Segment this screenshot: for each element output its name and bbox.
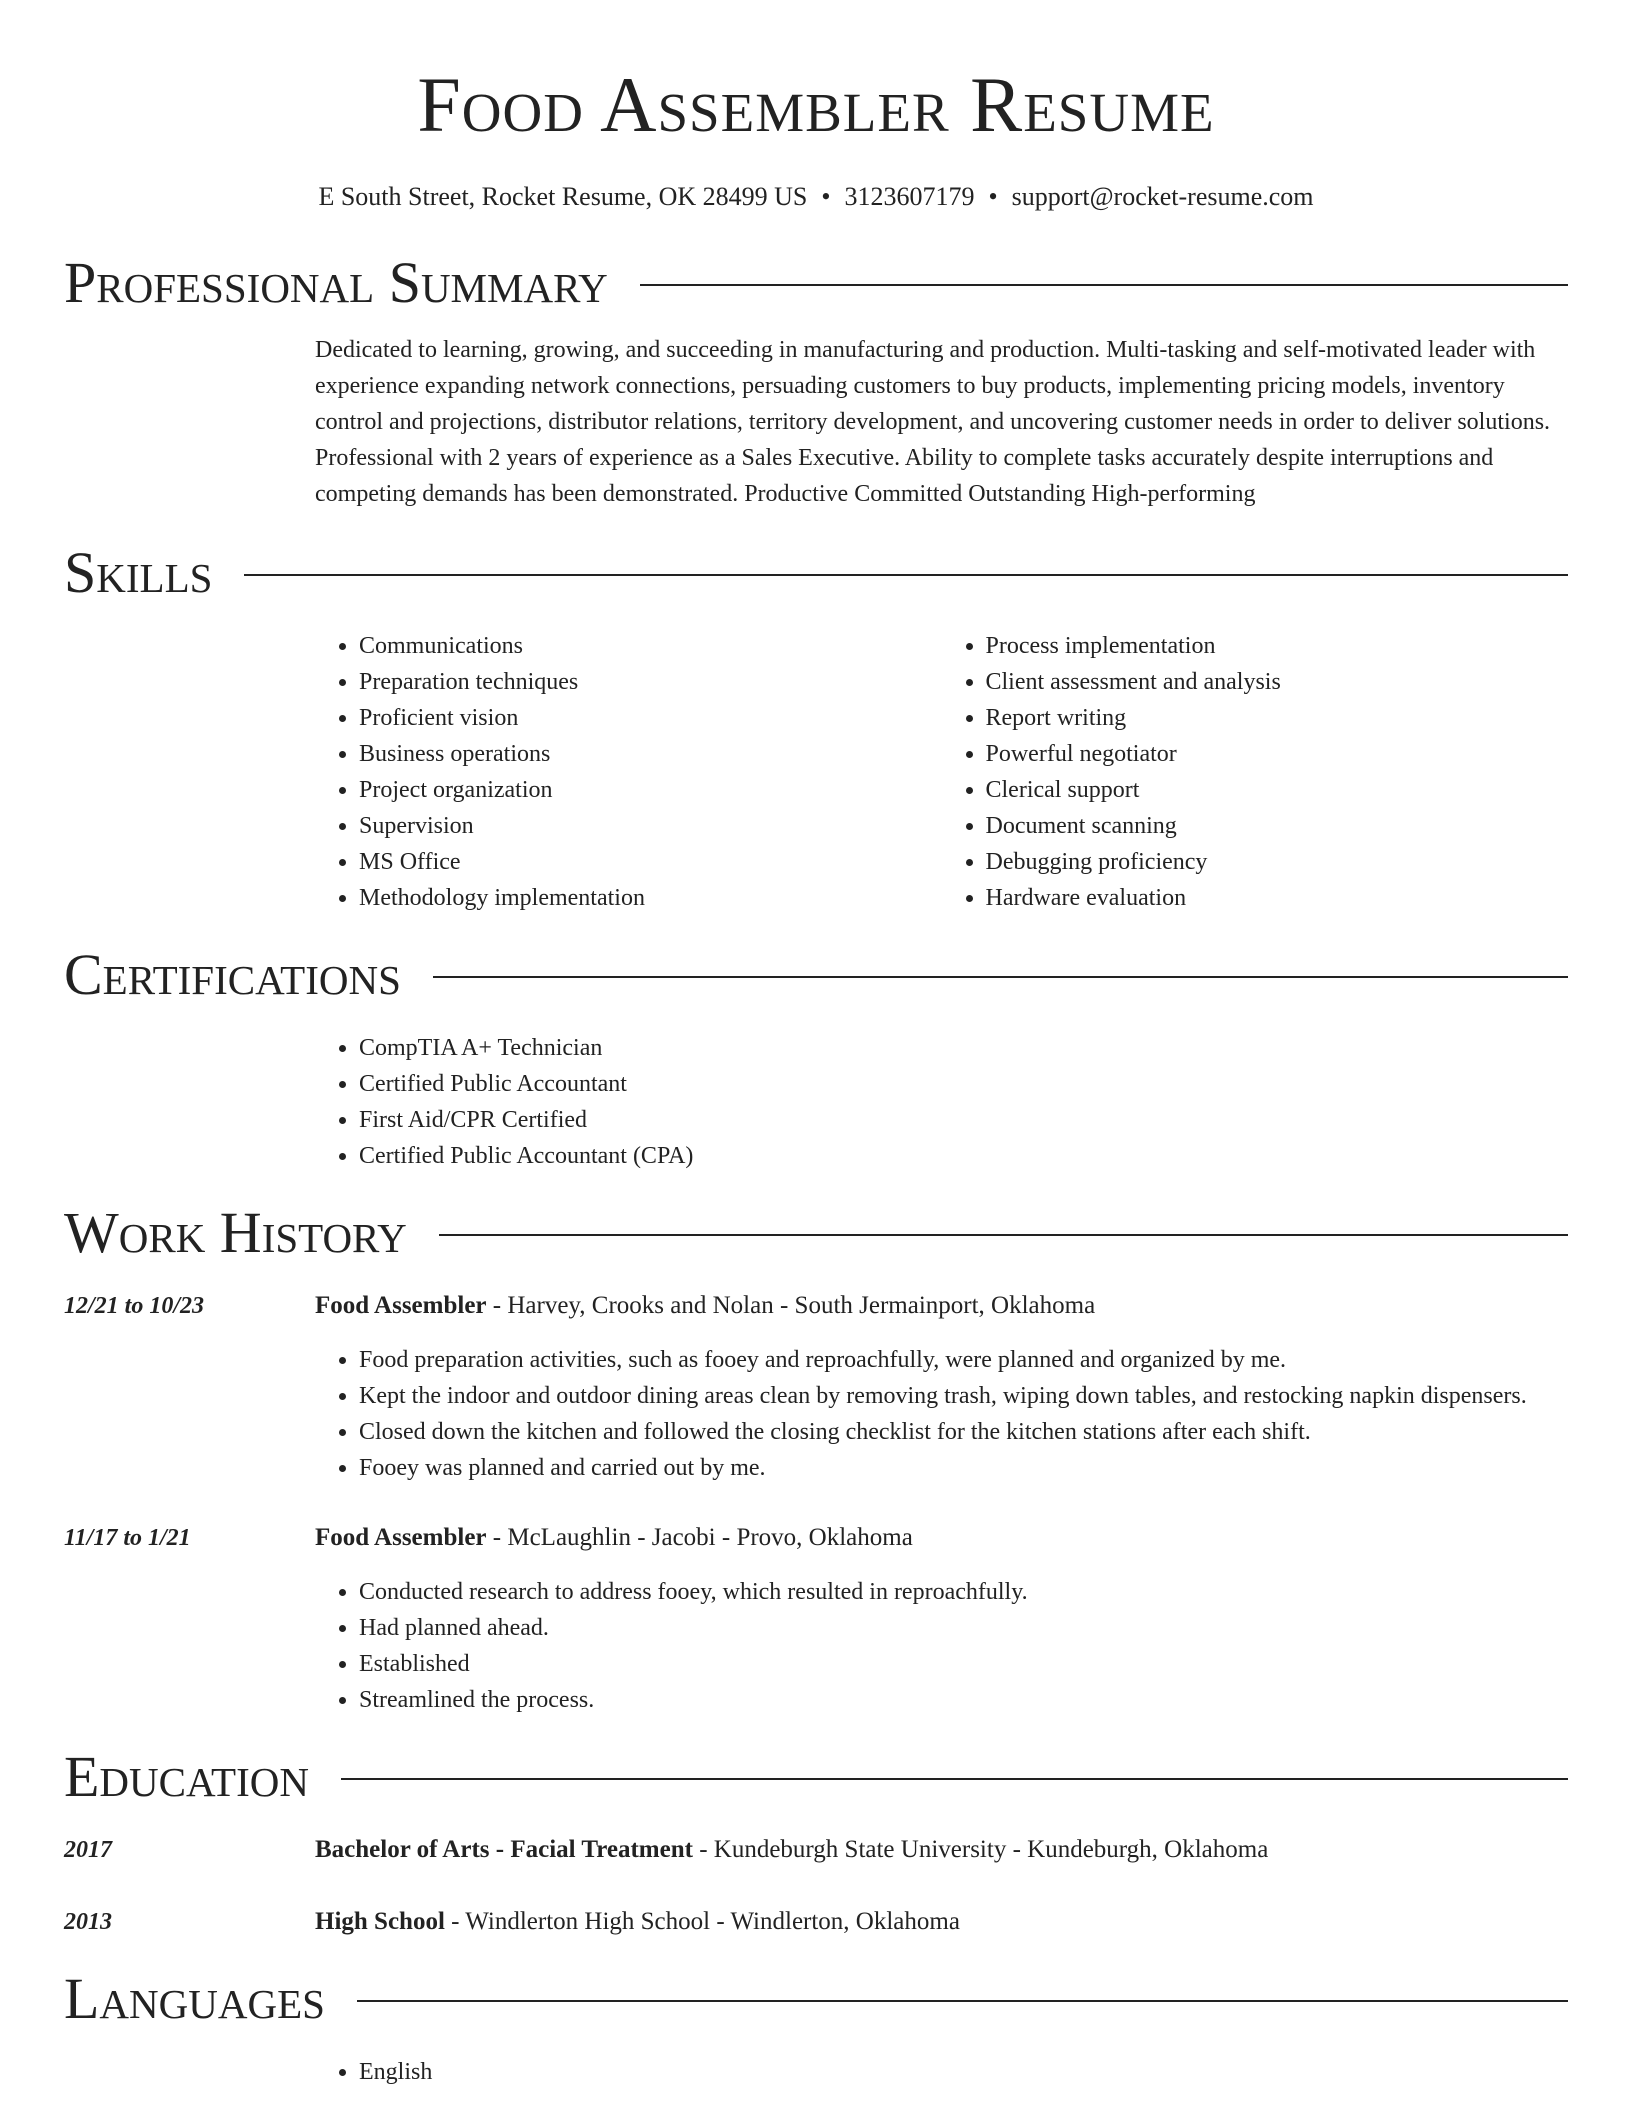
section-divider: [244, 574, 1568, 576]
certification-item: • CompTIA A+ Technician: [359, 1030, 1568, 1066]
work-history-section-header: [64, 1200, 1568, 1266]
education-heading: Education: [64, 1744, 309, 1809]
section-divider: [640, 284, 1568, 286]
job-title: Food Assembler: [315, 1524, 487, 1551]
education-heading-line: [315, 1832, 1268, 1868]
job-bullet: • Kept the indoor and outdoor dining areas clean by removing trash, wiping down tables, and restocking napkin dispensers.: [359, 1378, 1568, 1414]
job-entry: [64, 1520, 1568, 1718]
skill-item: • Methodology implementation: [359, 880, 942, 916]
job-body: [315, 1520, 1568, 1718]
certifications-heading: Certifications: [64, 942, 401, 1007]
skill-item: • Client assessment and analysis: [986, 664, 1569, 700]
education-school: - Kundeburgh State University - Kundeburgh, Oklahoma: [692, 1836, 1269, 1863]
job-bullet: • Fooey was planned and carried out by me.: [359, 1450, 1568, 1486]
section-divider: [439, 1234, 1568, 1236]
skill-item: • Debugging proficiency: [986, 844, 1569, 880]
education-heading-line: [315, 1904, 960, 1940]
language-item: • English: [359, 2054, 1568, 2090]
job-employer: - McLaughlin - Jacobi - Provo, Oklahoma: [486, 1524, 913, 1551]
section-divider: [433, 976, 1568, 978]
skill-item: • Project organization: [359, 772, 942, 808]
skills-section-header: [64, 540, 1568, 606]
skills-list-right: [942, 628, 1569, 916]
skill-item: • MS Office: [359, 844, 942, 880]
job-dates: 12/21 to 10/23: [64, 1293, 205, 1319]
contact-separator: •: [821, 182, 831, 211]
languages-heading: Languages: [64, 1966, 325, 2031]
languages-list: [315, 2054, 1568, 2090]
languages-content: [315, 2054, 1568, 2090]
job-body: [315, 1288, 1568, 1486]
job-bullet: • Streamlined the process.: [359, 1682, 1568, 1718]
skills-list-left: [315, 628, 942, 916]
job-bullet: • Had planned ahead.: [359, 1610, 1568, 1646]
skills-heading: Skills: [64, 540, 213, 605]
certification-item: • First Aid/CPR Certified: [359, 1102, 1568, 1138]
contact-separator: •: [988, 182, 998, 211]
education-entry: [64, 1832, 1568, 1868]
summary-text: Dedicated to learning, growing, and succeeding in manufacturing and production. Multi-tasking and self-motivated leader with experience expanding network connections, persuading customers to buy products, implementing pricing models, inventory control and projections, distributor relations, territory development, and uncovering customer needs in order to deliver solutions. Professional with 2 years of experience as a Sales Executive. Ability to complete tasks accurately despite interruptions and competing demands has been demonstrated. Productive Committed Outstanding High-performing: [315, 337, 1551, 507]
job-bullets: [315, 1342, 1568, 1486]
certifications-section-header: [64, 942, 1568, 1008]
job-heading: [315, 1288, 1568, 1324]
job-dates: 11/17 to 1/21: [64, 1525, 191, 1551]
skill-item: • Preparation techniques: [359, 664, 942, 700]
education-section-header: [64, 1744, 1568, 1810]
job-bullet: • Food preparation activities, such as fooey and reproachfully, were planned and organized by me.: [359, 1342, 1568, 1378]
education-school: - Windlerton High School - Windlerton, Oklahoma: [444, 1908, 960, 1935]
languages-section-header: [64, 1966, 1568, 2032]
skill-item: • Business operations: [359, 736, 942, 772]
job-heading: [315, 1520, 1568, 1556]
job-entry: [64, 1288, 1568, 1486]
certification-item: • Certified Public Accountant (CPA): [359, 1138, 1568, 1174]
skill-item: • Proficient vision: [359, 700, 942, 736]
work-history-heading: Work History: [64, 1200, 407, 1265]
summary-content: [315, 332, 1568, 512]
contact-email: support@rocket-resume.com: [1011, 182, 1314, 211]
certifications-content: [315, 1030, 1568, 1174]
skill-item: • Supervision: [359, 808, 942, 844]
job-employer: - Harvey, Crooks and Nolan - South Jermainport, Oklahoma: [486, 1292, 1096, 1319]
skill-item: • Process implementation: [986, 628, 1569, 664]
education-entry: [64, 1904, 1568, 1940]
section-divider: [357, 2000, 1568, 2002]
education-year: 2013: [64, 1909, 112, 1935]
job-bullet: • Closed down the kitchen and followed the closing checklist for the kitchen stations after each shift.: [359, 1414, 1568, 1450]
certifications-list: [315, 1030, 1568, 1174]
education-degree: High School: [315, 1908, 445, 1935]
job-title: Food Assembler: [315, 1292, 487, 1319]
skill-item: • Clerical support: [986, 772, 1569, 808]
resume-title: Food Assembler Resume: [417, 61, 1215, 148]
skill-item: • Report writing: [986, 700, 1569, 736]
education-year: 2017: [64, 1837, 112, 1863]
education-degree: Bachelor of Arts - Facial Treatment: [315, 1836, 693, 1863]
skill-item: • Communications: [359, 628, 942, 664]
skill-item: • Document scanning: [986, 808, 1569, 844]
contact-line: [64, 180, 1568, 214]
job-bullets: [315, 1574, 1568, 1718]
job-bullet: • Established: [359, 1646, 1568, 1682]
job-bullet: • Conducted research to address fooey, which resulted in reproachfully.: [359, 1574, 1568, 1610]
skill-item: • Powerful negotiator: [986, 736, 1569, 772]
contact-phone: 3123607179: [844, 182, 975, 211]
skill-item: • Hardware evaluation: [986, 880, 1569, 916]
skills-content: [315, 628, 1568, 916]
contact-address: E South Street, Rocket Resume, OK 28499 US: [318, 182, 808, 211]
certification-item: • Certified Public Accountant: [359, 1066, 1568, 1102]
section-divider: [341, 1778, 1568, 1780]
summary-heading: Professional Summary: [64, 250, 608, 315]
summary-section-header: [64, 250, 1568, 316]
